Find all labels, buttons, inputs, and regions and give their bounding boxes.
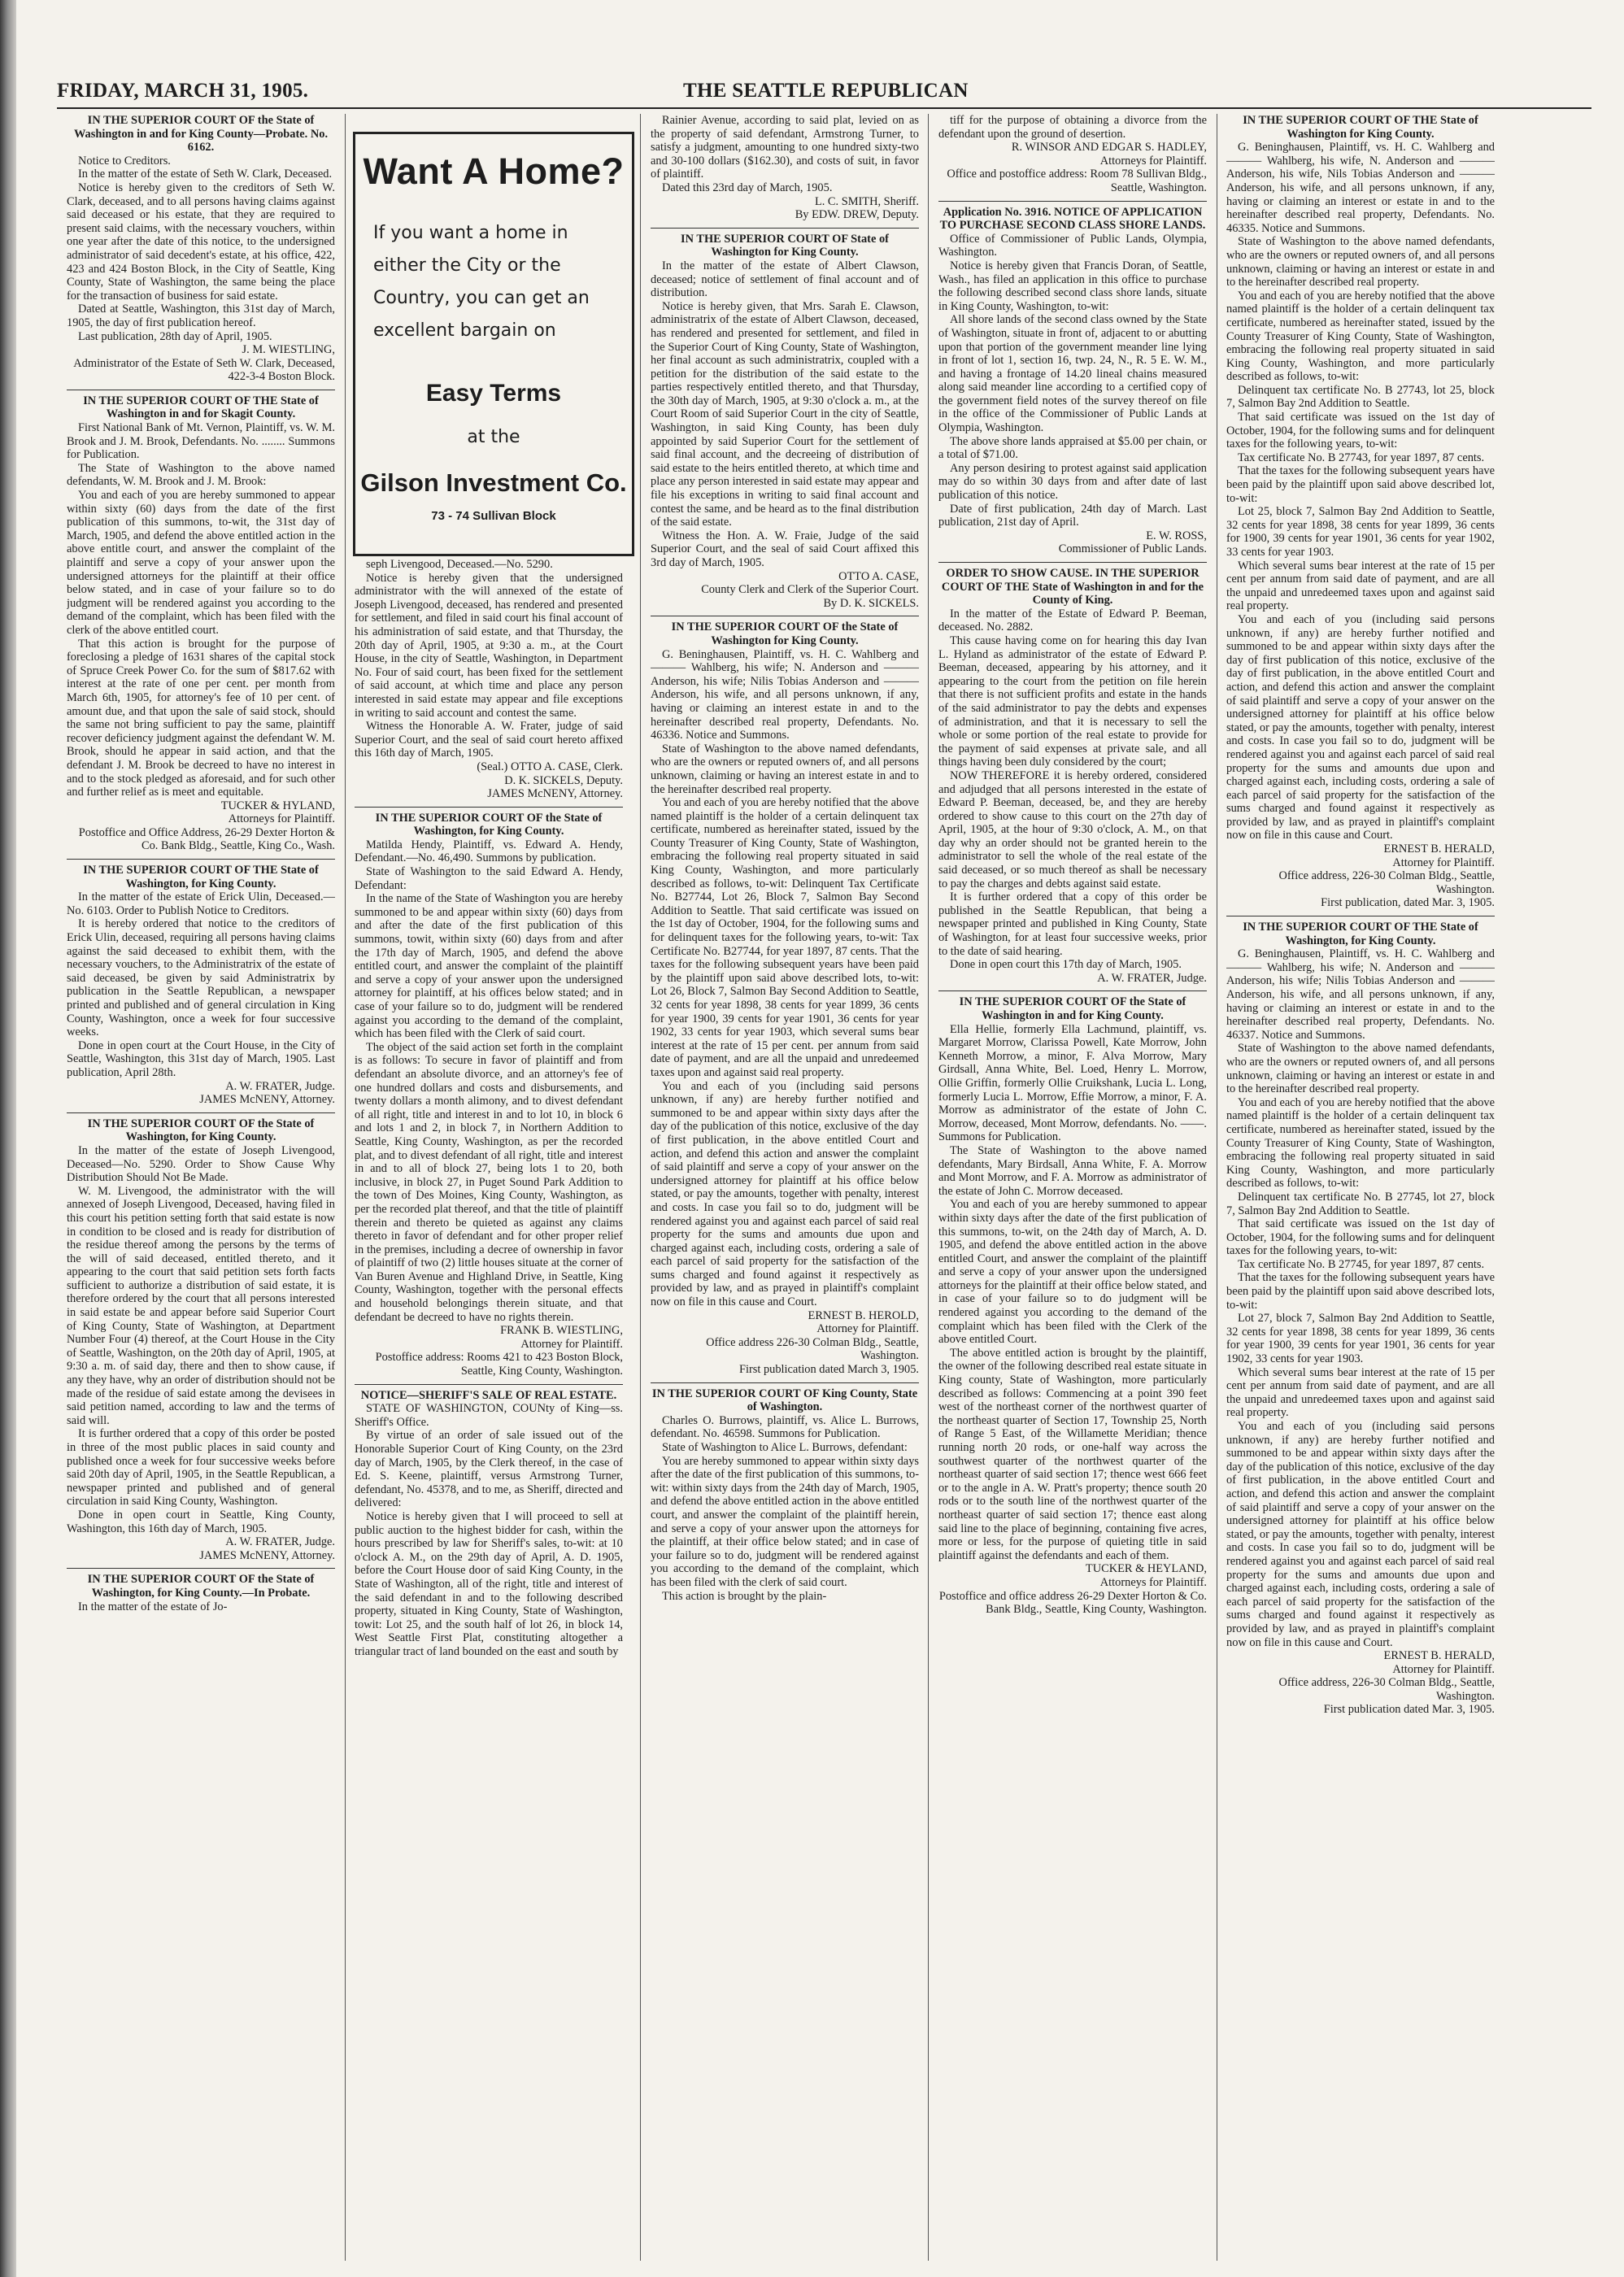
notice-signature: Attorney for Plaintiff.: [520, 1337, 623, 1351]
notice-separator: [651, 228, 919, 229]
notice-separator: [938, 990, 1207, 991]
notice-paragraph: In the matter of the estate of Seth W. Clark, Deceased.: [78, 168, 333, 181]
notice-paragraph: It is further ordered that a copy of this order be published in the Seattle Republican, that being a newspaper printed and published in King County, State of Washington, for at least four successive weeks, prior to the date of said hearing.: [938, 890, 1207, 958]
notice-signature: L. C. SMITH, Sheriff.: [814, 194, 919, 208]
ad-headline: Want A Home?: [363, 150, 625, 192]
notice-paragraph: Witness the Honorable A. W. Frater, judge of said Superior Court, and the seal of said court hereto affixed this 16th day of March, 1905.: [355, 720, 623, 760]
notice-paragraph: Last publication, 28th day of April, 1905.: [78, 329, 272, 343]
notice-signature: Attorney for Plaintiff.: [816, 1322, 919, 1336]
notice-paragraph: State of Washington to the above named defendants, who are the owners or reputed owners of, and all persons unknown, claiming or having an interest estate in and to the hereinafter described real property.: [651, 742, 919, 796]
notice-paragraph: That said certificate was issued on the 1st day of October, 1904, for the following sums and for delinquent taxes for the following years, to-wit:: [1226, 411, 1495, 451]
issue-date: FRIDAY, MARCH 31, 1905.: [57, 80, 309, 102]
notice-paragraph: Any person desiring to protest against said application may do so within 30 days from and after date of last publication of this notice.: [938, 461, 1207, 503]
notice-paragraph: Which several sums bear interest at the rate of 15 per cent per annum from said date of payment, and are all the unpaid and unredeemed taxes upon and against said real property.: [1226, 559, 1495, 613]
notice-paragraph: Dated this 23rd day of March, 1905.: [662, 181, 833, 194]
notice-signature: FRANK B. WIESTLING,: [500, 1324, 623, 1338]
notice-signature: TUCKER & HEYLAND,: [1085, 1562, 1207, 1576]
notice-paragraph: Done in open court in Seattle, King County, Washington, this 16th day of March, 1905.: [67, 1508, 335, 1535]
notice-separator: [355, 807, 623, 808]
notice-separator: [355, 1384, 623, 1385]
notice-signature: JAMES McNENY, Attorney.: [199, 1093, 335, 1107]
notice-signature: Office address 226-30 Colman Bldg., Seattle, Washington.: [706, 1335, 919, 1363]
notice-heading: IN THE SUPERIOR COURT OF THE State of Washington for King County.: [1243, 114, 1478, 141]
notice-paragraph: Tax certificate No. B 27745, for year 1897, 87 cents.: [1238, 1257, 1485, 1271]
legal-notice: [67, 1117, 335, 1563]
notice-paragraph: You and each of you (including said persons unknown, if any) are hereby further notified and summoned to be and appear within sixty days after the day of the publication of this notice, exclusive of the day of first publication, in the above entitled Court and action, and defend this action and answer the complaint of said plaintiff and serve a copy of your answer on the undersigned attorney for plaintiff at his office below stated, or pay the amounts, together with penalty, interest and costs. In case you fail so to do, judgment will be rendered against you and against each parcel of said real property for the sums and amounts due upon and charged against each, including costs, ordering a sale of each parcel of said property for the satisfaction of the sums charged and found against it respectively as provided by law, and as prayed in plaintiff's complaint now on file in this cause and Court.: [1226, 1420, 1495, 1649]
notice-paragraph: In the name of the State of Washington you are hereby summoned to be and appear within sixty (60) days from and after the date of the first publication of this summons, towit, within sixty (60) days from and after the 17th day of March, 1905, and defend the above entitled court, and answer the complaint of the plaintiff and serve a copy of your answer upon the undersigned attorney for plaintiff, at his offices below stated; and in case of your failure so to do, judgment will be rendered against you according to the demand of the complaint, which has been filed with the Clerk of said court.: [355, 892, 623, 1041]
notice-paragraph: State of Washington to the said Edward A. Hendy, Defendant:: [355, 865, 623, 892]
notice-signature: First publication dated Mar. 3, 1905.: [1323, 1703, 1495, 1717]
notice-paragraph: Notice is hereby given that Francis Doran, of Seattle, Wash., has filed an application in this office to purchase the following described second class shore lands, situate in King County, Washington, to-wit:: [938, 259, 1207, 313]
notice-signature: J. M. WIESTLING,: [242, 343, 335, 357]
column-1: [67, 114, 335, 2261]
notice-signature: JAMES McNENY, Attorney.: [487, 787, 623, 801]
notice-paragraph: The above shore lands appraised at $5.00 per chain, or a total of $71.00.: [938, 434, 1207, 462]
notice-heading: NOTICE—SHERIFF'S SALE OF REAL ESTATE.: [360, 1388, 617, 1402]
notice-paragraph: tiff for the purpose of obtaining a divorce from the defendant upon the ground of desertion.: [938, 114, 1207, 141]
notice-paragraph: Matilda Hendy, Plaintiff, vs. Edward A. Hendy, Defendant.—No. 46,490. Summons by publication.: [355, 838, 623, 865]
ad-company: Gilson Investment Co.: [360, 468, 627, 497]
notice-signature: A. W. FRATER, Judge.: [225, 1079, 335, 1093]
notice-paragraph: Dated at Seattle, Washington, this 31st day of March, 1905, the day of first publication hereof.: [67, 303, 335, 329]
notice-signature: (Seal.) OTTO A. CASE, Clerk.: [477, 760, 623, 773]
notice-paragraph: State of Washington to the above named defendants, who are the owners or reputed owners of, and all persons unknown, claiming or having an interest or estate in and to the hereinafter described real property.: [1226, 235, 1495, 290]
notice-separator: [938, 201, 1207, 202]
notice-signature: Postoffice address: Rooms 421 to 423 Boston Block, Seattle, King County, Washington.: [375, 1351, 623, 1378]
masthead: THE SEATTLE REPUBLICAN: [683, 80, 969, 102]
legal-notice: [1226, 921, 1495, 1717]
notice-separator: [938, 562, 1207, 563]
notice-paragraph: State of Washington to Alice L. Burrows, defendant:: [662, 1441, 908, 1454]
notice-paragraph: You and each of you (including said persons unknown, if any) are hereby further notified and summoned to be and appear within sixty days after the day of the publication of this notice, exclusive of the day of first publication, in the above entitled Court and action, and defend this action and answer the complaint of said plaintiff and serve a copy of your answer on the undersigned attorney for plaintiff at his office below stated, or pay the amounts, together with penalty, interest and costs. In case you fail so to do, judgment will be rendered against you and against each parcel of said real property for the sums and amounts due upon and charged against each, including costs, ordering a sale of each parcel of said property for the satisfaction of the sums charged and found against it respectively as provided by law, and as prayed in plaintiff's complaint now on file in this cause and Court.: [651, 1079, 919, 1309]
notice-heading: IN THE SUPERIOR COURT OF THE State of Washington in and for Skagit County.: [83, 394, 319, 421]
notice-paragraph: Lot 25, block 7, Salmon Bay 2nd Addition to Seattle, 32 cents for year 1898, 38 cents for year 1899, 36 cents for 1900, 39 cents for year 1901, 36 cents for year 1902, 33 cents for year 1903.: [1226, 505, 1495, 559]
notice-signature: Attorneys for Plaintiff.: [228, 812, 335, 826]
notice-signature: First publication, dated Mar. 3, 1905.: [1321, 896, 1495, 910]
notice-signature: Attorneys for Plaintiff.: [1099, 1575, 1207, 1589]
notice-signature: First publication dated March 3, 1905.: [738, 1363, 919, 1377]
column-2: [355, 558, 623, 2261]
notice-paragraph: The above entitled action is brought by the plaintiff, the owner of the following described real estate situate in King county, State of Washington, more particularly described as follows: Commencing at a point 390 feet west of the northeast corner of the northwest quarter of the northeast quarter of Section 17, Township 25, North of Range 5 East, of the Willamette Meridian; thence running north 20 rods, or one-half way across the southwest quarter of the northwest quarter of the northeast quarter of said section 17; thence west 666 feet or to the angle in A. W. Pratt's property; thence south 20 rods or to the south line of the northwest quarter of the northeast quarter of said section 17; thence east along said line to the place of beginning, containing five acres, more or less, for the purpose of quieting title in said plaintiff against the defendants and each of them.: [938, 1346, 1207, 1562]
notice-paragraph: Done in open court at the Court House, in the City of Seattle, Washington, this 31st day of March, 1905. Last publication, April 28th.: [67, 1038, 335, 1079]
notice-paragraph: First National Bank of Mt. Vernon, Plaintiff, vs. W. M. Brook and J. M. Brook, Defendants. No. ........ Summons for Publication.: [67, 421, 335, 462]
notice-paragraph: That said certificate was issued on the 1st day of October, 1904, for the following sums and for delinquent taxes for the following years, to-wit:: [1226, 1217, 1495, 1258]
notice-paragraph: Notice is hereby given, that Mrs. Sarah E. Clawson, administratrix of the estate of Albert Clawson, deceased, has rendered and presented for settlement, and filed in the Superior Court of King County, State of Washington, her final account as such administratrix, coupled with a petition for the distribution of the said estate to the parties respectively entitled thereto, and that Thursday, the 30th day of March, 1905, at 9:30 o'clock a. m., at the Court Room of said Superior Court in the city of Seattle, Washington, in said King County, has been duly appointed by said Superior Court for the settlement of said final account, and the decreeing of distribution of said estate to the heirs entitled thereto, at which time and place any person interested in said estate may appear and file his exceptions in writing to said final account and contest the same, and be heard as to the final distribution of the said estate.: [651, 299, 919, 529]
notice-paragraph: You and each of you are hereby summoned to appear within sixty days after the date of the first publication of this summons, to-wit, on the 24th day of March, A. D. 1905, and defend the above entitled action in the above entitled Court, and answer the complaint of the plaintiff and serve a copy of your answer upon the undersigned attorneys for the plaintiff at their office below stated, and in case of your failure so to do judgment will be rendered against you according to the demand of the complaint which has been filed with the Clerk of the above entitled Court.: [938, 1198, 1207, 1347]
notice-signature: 422-3-4 Boston Block.: [228, 370, 335, 384]
notice-paragraph: Notice to Creditors.: [78, 154, 171, 168]
notice-signature: Attorneys for Plaintiff.: [1099, 154, 1207, 168]
notice-paragraph: This action is brought by the plain-: [662, 1589, 827, 1603]
notice-separator: [651, 1382, 919, 1383]
notice-signature: Administrator of the Estate of Seth W. Clark, Deceased,: [73, 356, 335, 370]
notice-signature: By D. K. SICKELS.: [823, 596, 919, 610]
notice-paragraph: Charles O. Burrows, plaintiff, vs. Alice L. Burrows, defendant. No. 46598. Summons for Publication.: [651, 1413, 919, 1441]
notice-separator: [67, 1568, 335, 1569]
legal-notice: [67, 394, 335, 853]
notice-paragraph: seph Livengood, Deceased.—No. 5290.: [366, 558, 553, 571]
notice-paragraph: That the taxes for the following subsequent years have been paid by the plaintiff upon said above described lot, to-wit:: [1226, 464, 1495, 505]
notice-paragraph: Date of first publication, 24th day of March. Last publication, 21st day of April.: [938, 502, 1207, 529]
legal-notice: [355, 558, 623, 801]
header-rule: [57, 107, 1591, 109]
ad-terms: Easy Terms: [425, 380, 562, 407]
notice-paragraph: Delinquent tax certificate No. B 27743, lot 25, block 7, Salmon Bay 2nd Addition to Seattle.: [1226, 383, 1495, 411]
legal-notice: [651, 114, 919, 222]
notice-paragraph: In the matter of the estate of Albert Clawson, deceased; notice of settlement of final account and of distribution.: [651, 259, 919, 300]
notice-paragraph: Ella Hellie, formerly Ella Lachmund, plaintiff, vs. Margaret Morrow, Clarissa Powell, Kate Morrow, John Kenneth Morrow, a minor, F. Alva Morrow, Mary Girdsall, Anna White, Bel. Loed, Henry L. Morrow, Ollie Griffin, formerly Ollie Cruikshank, Lucia L. Long, formerly Lucia L. Morrow, Effie Morrow, a minor, F. A. Morrow as administrator of the estate of John C. Morrow, deceased, Mont Morrow, defendants. No. ——. Summons for Publication.: [938, 1022, 1207, 1144]
notice-paragraph: State of Washington to the above named defendants, who are the owners or reputed owners of, and all persons unknown, claiming or having an interest or estate in and to the hereinafter described real property.: [1226, 1042, 1495, 1096]
notice-signature: County Clerk and Clerk of the Superior Court.: [701, 583, 919, 597]
ad-body: If you want a home in either the City or the Country, you can get an excellent bargain on: [373, 223, 590, 341]
notice-signature: Postoffice and Office Address, 26-29 Dexter Horton & Co. Bank Bldg., Seattle, King Co., Wash.: [78, 825, 335, 853]
notice-heading: IN THE SUPERIOR COURT OF the State of Washington in and for King County.: [959, 995, 1186, 1022]
notice-paragraph: The object of the said action set forth in the complaint is as follows: To secure in favor of plaintiff and from defendant an absolute divorce, and an attorney's fee of one hundred dollars and costs and disbursements, and twenty dollars a month alimony, and to divest defendant of all right, title and interest in and to lot 10, in block 6 and lots 1 and 2, in block 7, in Northern Addition to Seattle, King County, Washington, as per the recorded plat, and to divest defendant of all right, title and interest in and to all of block 27, being lots 1 to 20, both inclusive, in block 27, in Puget Sound Park Addition to the town of Des Moines, King County, Washington, as per the recorded plat thereof, and that the title of plaintiff therein and thereto be quieted as against any claims thereto in favor of defendant and for other proper relief in the premises, including a decree of ownership in favor of plaintiff of two (2) little houses situate at the corner of Van Buren Avenue and Highland Drive, in Seattle, King County, Washington, together with the personal effects and household belongings therein situate, and that defendant be decreed to have no rights therein.: [355, 1040, 623, 1324]
notice-heading: IN THE SUPERIOR COURT OF King County, State of Washington.: [651, 1387, 918, 1414]
legal-notice: [938, 206, 1207, 556]
notice-paragraph: Notice is hereby given to the creditors of Seth W. Clark, deceased, and to all persons having claims against said deceased or his estate, that they are required to present said claims, with the necessary vouchers, within one year after the date of this notice, to the undersigned administrator of said decedent's estate, at his office, 422, 423 and 424 Boston Block, in the City of Seattle, King County, State of Washington, the same being the place for the transaction of business for said estate.: [67, 181, 335, 303]
notice-signature: A. W. FRATER, Judge.: [225, 1535, 335, 1549]
notice-heading: IN THE SUPERIOR COURT OF the State of Washington, for King County.—In Probate.: [87, 1573, 315, 1600]
notice-paragraph: Notice is hereby given that the undersigned administrator with the will annexed of the estate of Joseph Livengood, deceased, has rendered and presented for settlement, and filed in said court his final account of his administration of said estate, and that Thursday, the 20th day of April, 1905, at 9:30 a. m., at the Court House, in the city of Seattle, Washington, in Department No. Four of said court, has been fixed for the settlement of said account, at which time and place any person interested in said estate may appear and file exceptions in writing to said account and contest the same.: [355, 571, 623, 720]
notice-signature: JAMES McNENY, Attorney.: [199, 1548, 335, 1562]
notice-paragraph: The State of Washington to the above named defendants, Mary Birdsall, Anna White, F. A. Morrow and Mont Morrow, and F. A. Morrow as administrator of the estate of John C. Morrow deceased.: [938, 1143, 1207, 1198]
notice-signature: A. W. FRATER, Judge.: [1097, 971, 1207, 985]
notice-signature: ERNEST B. HERALD,: [1383, 1649, 1495, 1663]
column-5: [1226, 114, 1495, 2261]
legal-notice: [651, 233, 919, 611]
notice-signature: By EDW. DREW, Deputy.: [795, 208, 919, 222]
gilson-investment-ad: [353, 132, 634, 556]
notice-heading: IN THE SUPERIOR COURT OF the State of Washington in and for King County—Probate. No. 6162.: [73, 114, 329, 155]
notice-paragraph: Lot 27, block 7, Salmon Bay 2nd Addition to Seattle, 32 cents for year 1898, 38 cents for year 1899, 36 cents for year 1900, 39 cents for year 1901, 36 cents for year 1902, 33 cents for year 1903.: [1226, 1312, 1495, 1366]
notice-signature: Office address, 226-30 Colman Bldg., Seattle, Washington.: [1278, 1676, 1495, 1703]
notice-signature: Office and postoffice address: Room 78 Sullivan Bldg., Seattle, Washington.: [947, 168, 1207, 194]
legal-notice: [938, 567, 1207, 985]
notice-heading: IN THE SUPERIOR COURT OF the State of Washington, for King County.: [87, 1117, 315, 1144]
legal-notice: [651, 620, 919, 1376]
notice-heading: IN THE SUPERIOR COURT OF the State of Washington for King County.: [671, 620, 899, 647]
column-divider: [640, 114, 641, 2261]
notice-paragraph: Tax certificate No. B 27743, for year 1897, 87 cents.: [1238, 451, 1485, 464]
notice-paragraph: G. Beninghausen, Plaintiff, vs. H. C. Wahlberg and ——— Wahlberg, his wife; N. Anderson and ——— Anderson, his wife; Nilis Tobias Anderson and ——— Anderson, his wife, and all persons unknown, if any, having or claiming an interest estate in and to the hereinafter described real property, Defendants. No. 46336. Notice and Summons.: [651, 647, 919, 742]
notice-paragraph: By virtue of an order of sale issued out of the Honorable Superior Court of King County, on the 23rd day of March, 1905, by the Clerk thereof, in the case of Ed. S. Keene, plaintiff, versus Armstrong Turner, defendant, No. 45378, and to me, as Sheriff, directed and delivered:: [355, 1429, 623, 1510]
legal-notice: [938, 114, 1207, 195]
notice-signature: Attorney for Plaintiff.: [1392, 856, 1495, 869]
notice-heading: IN THE SUPERIOR COURT OF State of Washington for King County.: [681, 232, 889, 259]
ad-address: 73 - 74 Sullivan Block: [431, 509, 556, 523]
notice-paragraph: Office of Commissioner of Public Lands, Olympia, Washington.: [938, 232, 1207, 259]
notice-paragraph: In the matter of the estate of Erick Ulin, Deceased.—No. 6103. Order to Publish Notice to Creditors.: [67, 890, 335, 917]
notice-paragraph: G. Beninghausen, Plaintiff, vs. H. C. Wahlberg and ——— Wahlberg, his wife; N. Anderson and ——— Anderson, his wife; Nilis Tobias Anderson and ——— Anderson, his wife, and all persons unknown, if any, having or claiming an interest or estate in and to the hereinafter described real property, Defendants. No. 46337. Notice and Summons.: [1226, 947, 1495, 1042]
notice-paragraph: You and each of you (including said persons unknown, if any) are hereby further notified and summoned to be and appear within sixty days after the day of first publication of this notice, exclusive of the day of first publication, in the above entitled Court and action, and defend this action and answer the complaint of said plaintiff and serve a copy of your answer on the undersigned attorney for plaintiff at his office below stated, or pay the amounts, together with penalty, interest and costs. In case you fail so to do, judgment will be rendered against you and against each parcel of said real property for the sums and amounts due upon and charged against each, including costs, ordering a sale of each parcel of said property for the satisfaction of the sums charged and found against it respectively as provided by law, and as prayed in plaintiff's complaint now on file in this cause and Court.: [1226, 612, 1495, 842]
notice-paragraph: In the matter of the Estate of Edward P. Beeman, deceased. No. 2882.: [938, 607, 1207, 634]
notice-paragraph: W. M. Livengood, the administrator with the will annexed of Joseph Livengood, Deceased, having filed in this court his petition setting forth that said estate is now in condition to be closed and is ready for distribution of the residue thereof among the persons by the terms of the will of said deceased, entitled thereto, and it appearing to the court that said petition sets forth facts sufficient to authorize a distribution of said estate, it is therefore ordered by the court that all persons interested in said estate be and appear before said Superior Court of King County, State of Washington, at Department Number Four (4) thereof, at the Court House in the City of Seattle, Washington, on the 20th day of April, 1905, at 9:30 a. m. of said day, there and then to show cause, if any they have, why an order of distribution should not be made of the residue of said estate among the devisees in said petition named, according to law and the terms of said will.: [67, 1184, 335, 1427]
notice-paragraph: You and each of you are hereby notified that the above named plaintiff is the holder of a certain delinquent tax certificate, numbered as hereinafter stated, issued by the County Treasurer of King County, State of Washington, embracing the following real property situated in said King County, Washington, and more particularly described as follows, to-wit:: [1226, 289, 1495, 384]
notice-paragraph: The State of Washington to the above named defendants, W. M. Brook and J. M. Brook:: [67, 461, 335, 489]
notice-heading: IN THE SUPERIOR COURT OF THE State of Washington, for King County.: [1243, 921, 1478, 947]
notice-paragraph: NOW THEREFORE it is hereby ordered, considered and adjudged that all persons interested in the estate of Edward P. Beeman, deceased, be, and they are hereby ordered to show cause to this court on the 27th day of April, 1905, at the hour of 9:30 o'clock, A. M., on that day why an order should not be granted herein to the administrator to sell the whole of the real estate of the said deceased, or so much thereof as shall be necessary to pay the charges and debts against said estate.: [938, 768, 1207, 890]
notice-heading: ORDER TO SHOW CAUSE. IN THE SUPERIOR COURT OF THE State of Washington in and for the County of King.: [941, 567, 1204, 607]
notice-signature: Attorney for Plaintiff.: [1392, 1662, 1495, 1676]
notice-paragraph: G. Beninghausen, Plaintiff, vs. H. C. Wahlberg and ——— Wahlberg, his wife, N. Anderson and ——— Anderson, his wife, Nils Tobias Anderson and ——— Anderson, his wife, and all persons unknown, if any, having or claiming an interest or estate in and to the hereinafter described real property, Defendants. No. 46335. Notice and Summons.: [1226, 141, 1495, 235]
notice-paragraph: In the matter of the estate of Joseph Livengood, Deceased—No. 5290. Order to Show Cause Why Distribution Should Not Be Made.: [67, 1143, 335, 1185]
notice-signature: Commissioner of Public Lands.: [1058, 542, 1207, 556]
notice-paragraph: It is further ordered that a copy of this order be posted in three of the most public places in said county and published once a week for four successive weeks before said 20th day of April, 1905, in the Seattle Republican, a newspaper printed and published and of general circulation in said King County, Washington.: [67, 1427, 335, 1509]
column-divider: [928, 114, 929, 2261]
notice-paragraph: You and each of you are hereby notified that the above named plaintiff is the holder of a certain delinquent tax certificate, numbered as hereinafter stated, issued by the County Treasurer of King County, State of Washington, embracing the following real property situated in said King County, Washington, and more particularly described as follows, to-wit:: [1226, 1095, 1495, 1191]
notice-paragraph: Delinquent tax certificate No. B 27745, lot 27, block 7, Salmon Bay 2nd Addition to Seattle.: [1226, 1190, 1495, 1217]
notice-paragraph: Done in open court this 17th day of March, 1905.: [950, 958, 1182, 972]
notice-signature: OTTO A. CASE,: [838, 569, 919, 583]
notice-signature: ERNEST B. HEROLD,: [808, 1308, 919, 1322]
notice-paragraph: It is hereby ordered that notice to the creditors of Erick Ulin, deceased, requiring all persons having claims against the said deceased to exhibit them, with the necessary vouchers, to the Administratrix of the estate of said deceased, be given by said Administratrix by publication in the Seattle Republican, a newspaper printed and published and of general circulation in King County, Washington, once a week for four successive weeks.: [67, 917, 335, 1039]
binding-spine: [0, 0, 18, 2277]
notice-paragraph: Witness the Hon. A. W. Fraie, Judge of the said Superior Court, and the seal of said Court affixed this 3rd day of March, 1905.: [651, 529, 919, 569]
legal-notice: [67, 114, 335, 384]
notice-signature: E. W. ROSS,: [1146, 529, 1207, 542]
legal-notice: [1226, 114, 1495, 910]
notice-paragraph: That this action is brought for the purpose of foreclosing a pledge of 1631 shares of the capital stock of Spruce Creek Power Co. for the sum of $817.62 with interest at the rate of one per cent. per month from March 6th, 1905, for attorney's fee of 10 per cent. of amount due, and that upon the sale of said stock, should the same not bring sufficient to pay the same, plaintiff recover deficiency judgment against the defendant W. M. Brook, should he appear in said action, and that the defendant J. M. Brook be decreed to have no interest in and to the stock pledged as aforesaid, and for such other and further relief as is meet and equitable.: [67, 637, 335, 799]
notice-heading: IN THE SUPERIOR COURT OF THE State of Washington, for King County.: [83, 864, 319, 890]
notice-paragraph: All shore lands of the second class owned by the State of Washington, situate in front of, adjacent to or abutting upon that portion of the government meander line lying in front of lot 1, section 16, twp. 24, N., R. 5 E. W. M., and having a frontage of 14.20 lineal chains measured along said meander line according to a certified copy of the government field notes of the survey thereof on file in the office of the Commissioner of Public Lands at Olympia, Washington.: [938, 313, 1207, 435]
notice-paragraph: This cause having come on for hearing this day Ivan L. Hyland as administrator of the estate of Edward P. Beeman, deceased, appearing by his attorney, and it appearing to the court from the petition on file herein that there is not sufficient profits and estate in the hands of the said administrator to pay the debts and expenses of administration, and that it is necessary to sell the whole or some portion of the real estate to provide for the payment of said expenses at private sale, and all things having been duly considered by the court;: [938, 633, 1207, 769]
notice-signature: TUCKER & HYLAND,: [220, 799, 335, 812]
legal-notice: [938, 995, 1207, 1616]
legal-notice: [651, 1387, 919, 1604]
notice-paragraph: You and each of you are hereby notified that the above named plaintiff is the holder of a certain delinquent tax certificate, numbered as hereinafter stated, issued by the County Treasurer of King County, State of Washington, embracing the following real property situated in said King County, Washington, and more particularly described as follows, to-wit: Delinquent Tax Certificate No. B27744, Lot 26, Block 7, Salmon Bay Second Addition to Seattle. That said certificate was issued on the 1st day of October, 1904, for the following sums and for delinquent taxes for the following years, to-wit: Tax Certificate No. B27744, for year 1897, 87 cents. That the taxes for the following subsequent years have been paid by the plaintiff upon said above described lots, to-wit: Lot 26, Block 7, Salmon Bay Second Addition to Seattle, 32 cents for year 1898, 38 cents for year 1899, 36 cents for year 1900, 39 cents for year 1901, 36 cents for year 1902, 33 cents for year 1903, which several sums bear interest at the rate of 15 per cent. per annum from said date of payment, and are all the unpaid and unredeemed taxes upon and against said real property.: [651, 796, 919, 1079]
notice-paragraph: In the matter of the estate of Jo-: [78, 1600, 228, 1613]
notice-heading: IN THE SUPERIOR COURT OF the State of Washington, for King County.: [375, 811, 603, 838]
legal-notice: [355, 1389, 623, 1659]
ad-at: at the: [467, 427, 520, 447]
notice-signature: D. K. SICKELS, Deputy.: [504, 773, 623, 787]
notice-signature: Office address, 226-30 Colman Bldg., Seattle, Washington.: [1278, 869, 1495, 896]
notice-paragraph: You and each of you are hereby summoned to appear within sixty (60) days from the date of the first publication of this summons, to-wit, the 31st day of March, 1905, and defend the above entitled action in the above entitle court, and answer the complaint of the plaintiff and serve a copy of your answer upon the undersigned attorneys for the plaintiff at their office below stated, and in case of your failure so to do judgment will be rendered against you according to the demand of the complaint, which has been filed with the clerk of the above entitled court.: [67, 489, 335, 637]
column-4: [938, 114, 1207, 2261]
notice-signature: ERNEST B. HERALD,: [1383, 842, 1495, 856]
notice-paragraph: Notice is hereby given that I will proceed to sell at public auction to the highest bidder for cash, within the hours prescribed by law for Sheriff's sales, to-wit: at 10 o'clock A. M., on the 29th day of April, A. D. 1905, before the Court House door of said King County, in the State of Washington, all of the right, title and interest of the said defendant in and to the following described property, situated in King County, State of Washington, towit: Lot 25, and the south half of lot 26, in block 14, West Seattle First Plat, constituting altogether a triangular tract of land bounded on the east and south by: [355, 1509, 623, 1658]
column-3: [651, 114, 919, 2261]
legal-notice: [67, 864, 335, 1107]
notice-paragraph: That the taxes for the following subsequent years have been paid by the plaintiff upon said above described lots, to-wit:: [1226, 1271, 1495, 1312]
notice-separator: [67, 859, 335, 860]
notice-paragraph: Which several sums bear interest at the rate of 15 per cent per annum from said date of payment, and are all the unpaid and unredeemed taxes upon and against said real property.: [1226, 1365, 1495, 1420]
legal-notice: [355, 812, 623, 1378]
page-header: [57, 80, 1591, 107]
notice-paragraph: Rainier Avenue, according to said plat, levied on as the property of said defendant, Armstrong Turner, to satisfy a judgment, amounting to one hundred sixty-two and 30-100 dollars ($162.30), and costs of suit, in favor of plaintiff.: [651, 114, 919, 181]
notice-separator: [67, 1112, 335, 1113]
legal-notice: [67, 1573, 335, 1613]
notice-paragraph: You are hereby summoned to appear within sixty days after the date of the first publication of this summons, to-wit: within sixty days from the 24th day of March, 1905, and defend the above entitled action in the above entitled court, and answer the complaint of the plaintiff herein, and serve a copy of your answer upon the attorneys for the plaintiff, at their office below stated; and in case of your failure so to do, judgment will be rendered against you according to the demand of the complaint, which has been filed with the clerk of said court.: [651, 1454, 919, 1589]
notice-signature: Postoffice and office address 26-29 Dexter Horton & Co. Bank Bldg., Seattle, King County, Washington.: [938, 1589, 1207, 1617]
notice-paragraph: STATE OF WASHINGTON, COUNty of King—ss. Sheriff's Office.: [355, 1402, 623, 1429]
notice-signature: R. WINSOR AND EDGAR S. HADLEY,: [1011, 141, 1207, 155]
notice-heading: Application No. 3916. NOTICE OF APPLICATION TO PURCHASE SECOND CLASS SHORE LANDS.: [939, 205, 1206, 233]
column-divider: [345, 114, 346, 2261]
